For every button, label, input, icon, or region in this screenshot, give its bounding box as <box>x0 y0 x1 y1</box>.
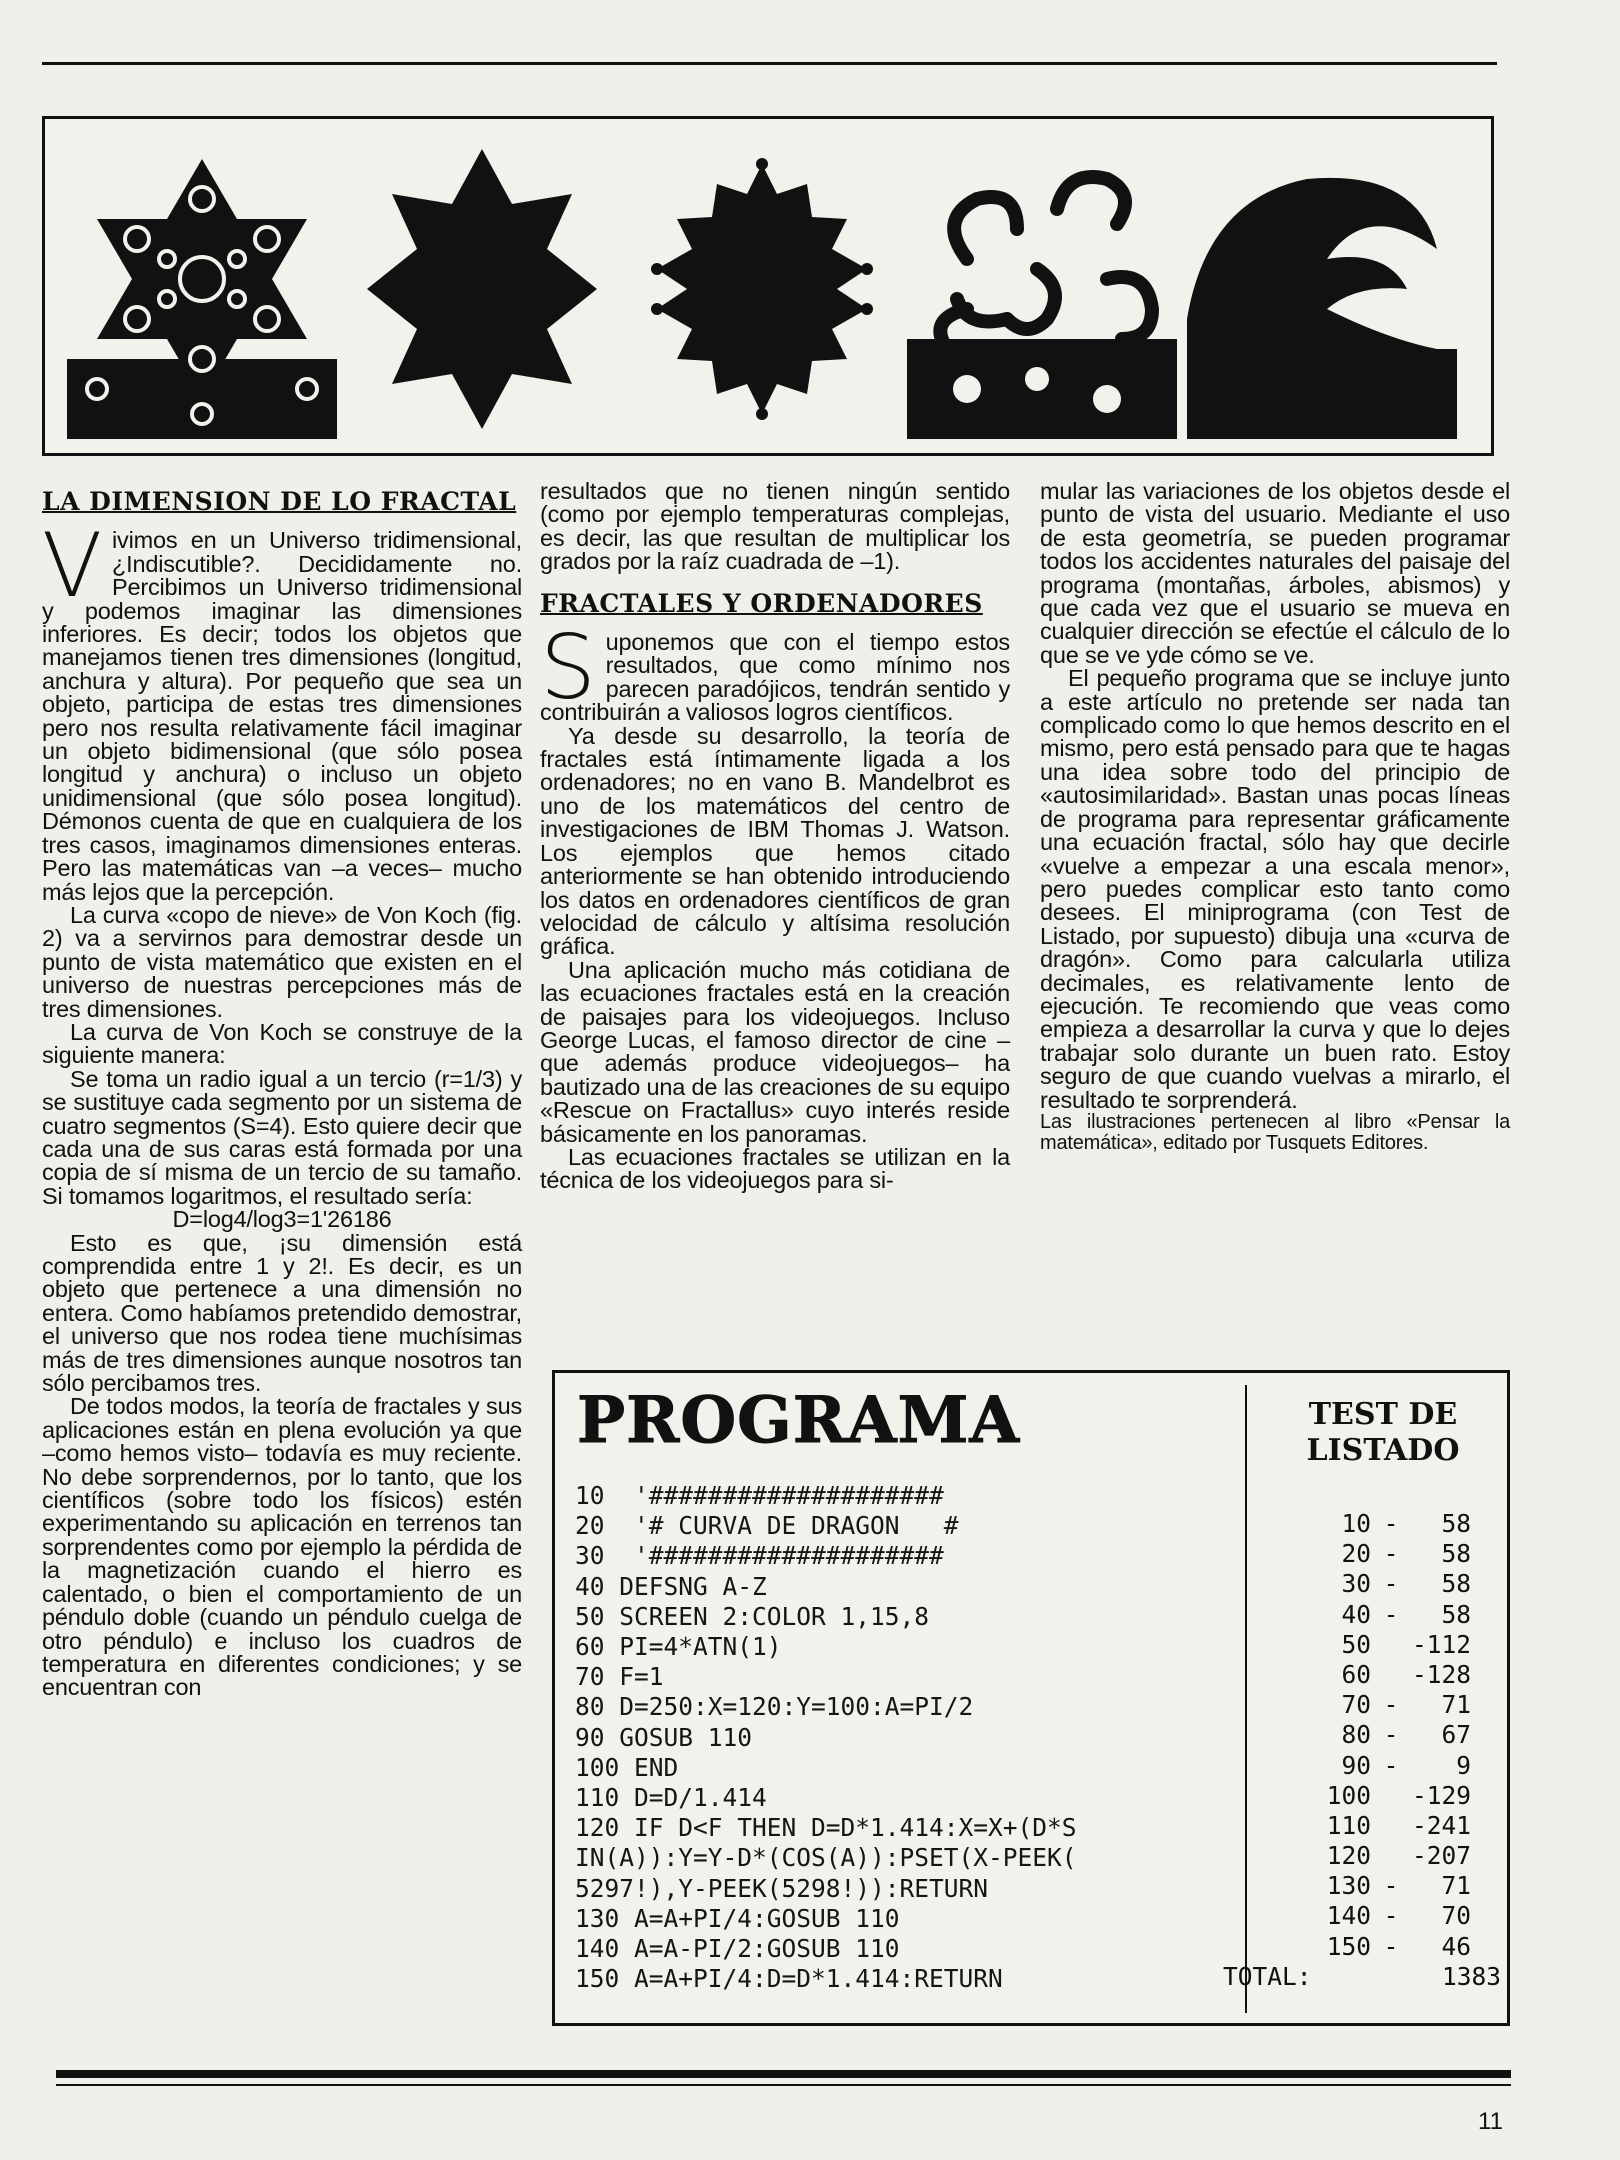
paragraph: Esto es que, ¡su dimensión está comprendida entre 1 y 2!. Es decir, es un objeto que pertenece a una dimensión no entera. Como habíamos pretendido demostrar, el universo que nos rodea tiene muchísimas más de tres dimensiones aunque nosotros tan sólo percibamos tres. <box>42 1229 522 1397</box>
code-line: 140 A=A-PI/2:GOSUB 110 <box>575 1934 900 1964</box>
code-line: 70 F=1 <box>575 1662 664 1692</box>
code-line: 10 '#################### <box>575 1481 944 1510</box>
test-dash: - <box>1383 1901 1399 1931</box>
code-line: 60 PI=4*ATN(1) <box>575 1632 782 1662</box>
test-dash <box>1371 1781 1411 1811</box>
figure-fractal-swirl-dragon <box>907 139 1177 439</box>
test-line-number: 10 <box>1341 1509 1371 1538</box>
paragraph <box>42 514 522 905</box>
dropcap: S <box>540 616 596 720</box>
paragraph: Se toma un radio igual a un tercio (r=1/3) y se sustituye cada segmento por un sistema de cuatro segmentos (S=4). Esto quiere decir que cada una de sus caras está formada por una copia de sí misma de un tercio de su tamaño. Si tomamos logaritmos, el resultado sería: <box>42 1065 522 1209</box>
test-row <box>1271 1751 1501 1781</box>
figure-koch-snowflake-filled <box>627 139 897 439</box>
paragraph: mular las variaciones de los objetos desde el punto de vista del usuario. Mediante el uso de esta geometría, se pueden programar todos los accidentes naturales del paisaje del programa (montañas, árboles, abismos) y que cada vez que el usuario se mueva en cualquier dirección se efectúe el cálculo de lo que se ve yde cómo se ve. <box>1040 478 1510 668</box>
program-title: PROGRAMA <box>577 1383 1021 1458</box>
column-1 <box>42 480 522 1700</box>
test-row <box>1271 1871 1501 1901</box>
test-line-number: 40 <box>1341 1599 1371 1629</box>
test-line-number: 80 <box>1341 1720 1371 1750</box>
test-dash <box>1371 1660 1411 1690</box>
test-line-number: 100 <box>1326 1780 1371 1810</box>
test-row <box>1271 1660 1501 1690</box>
figure-koch-snowflake-star <box>347 139 617 439</box>
column-2 <box>540 480 1010 1193</box>
test-line-number: 130 <box>1326 1871 1371 1901</box>
paragraph: Ya desde su desarrollo, la teoría de fractales está íntimamente ligada a los ordenadores; no en vano B. Mandelbrot es uno de los matemáticos del centro de investigaciones de IBM Thomas J. Watson. Los ejemplos que hemos citado anteriormente se han obtenido introduciendo los datos en ordenadores científicos de gran velocidad de cálculo y altísima resolución gráfica. <box>540 722 1010 960</box>
test-dash: - <box>1383 1871 1399 1901</box>
test-value: -128 <box>1411 1659 1471 1689</box>
test-line-number: 60 <box>1341 1659 1371 1689</box>
code-line: 5297!),Y-PEEK(5298!)):RETURN <box>575 1873 989 1903</box>
test-line-number: 50 <box>1341 1629 1371 1659</box>
paragraph: De todos modos, la teoría de fractales y sus aplicaciones están en plena evolución ya que –como hemos visto– todavía es muy reciente. No debe sorprendernos, por lo tanto, que los científicos (sobre todo los físicos) estén experimentando su aplicación en terrenos tan sorprendentes como por ejemplo la pérdida de la magnetización cuando el hierro es calentado, o bien el comportamiento de un péndulo doble (cuando un péndulo cuelga de otro péndulo) e incluso los cuadros de temperatura en diferentes condiciones; y se encuentran con <box>42 1393 522 1701</box>
test-value: -207 <box>1411 1841 1471 1871</box>
test-line-number: 30 <box>1341 1569 1371 1599</box>
test-dash: - <box>1383 1720 1399 1750</box>
test-value: -129 <box>1411 1780 1471 1810</box>
bottom-rule-thin <box>56 2084 1511 2086</box>
heading-dimension-fractal: LA DIMENSION DE LO FRACTAL <box>42 487 517 516</box>
test-dash: - <box>1383 1690 1399 1720</box>
test-row <box>1271 1841 1501 1871</box>
bottom-rule <box>56 2070 1511 2078</box>
test-dash: - <box>1383 1599 1399 1629</box>
test-row <box>1271 1901 1501 1931</box>
paragraph: Las ecuaciones fractales se utilizan en la técnica de los videojuegos para si- <box>540 1143 1010 1194</box>
paragraph <box>540 616 1010 726</box>
code-line: 90 GOSUB 110 <box>575 1722 753 1752</box>
code-line: 30 '#################### <box>575 1541 944 1571</box>
column-3 <box>1040 480 1510 1154</box>
paragraph: Una aplicación mucho más cotidiana de las ecuaciones fractales está en la creación de paisajes para los videojuegos. Incluso George Lucas, el famoso director de cine –que además produce videojuegos– ha bautizado una de las creaciones de su equipo «Rescue on Fractallus» cuyo interés reside básicamente en los panoramas. <box>540 956 1010 1147</box>
dropcap: V <box>42 514 102 618</box>
test-dash: - <box>1383 1539 1399 1569</box>
test-line-number: 150 <box>1326 1931 1371 1961</box>
test-value: 67 <box>1441 1720 1471 1750</box>
illustration-credit: Las ilustraciones pertenecen al libro «Pensar la matemática», editado por Tusquets Editores. <box>1040 1110 1510 1154</box>
figure-fractal-wave-curve <box>1187 139 1457 439</box>
test-value: 71 <box>1441 1690 1471 1720</box>
code-line: 40 DEFSNG A-Z <box>575 1571 767 1601</box>
test-row <box>1271 1932 1501 1962</box>
heading-fractales-ordenadores: FRACTALES Y ORDENADORES <box>540 588 983 618</box>
code-line: 120 IF D<F THEN D=D*1.414:X=X+(D*S <box>575 1813 1077 1843</box>
test-line-number: 90 <box>1341 1750 1371 1780</box>
test-total <box>1223 1962 1501 1992</box>
test-dash <box>1371 1630 1411 1660</box>
test-value: 58 <box>1441 1509 1471 1538</box>
test-value: 70 <box>1441 1901 1471 1931</box>
test-row <box>1271 1630 1501 1660</box>
figure-strip <box>42 116 1494 456</box>
test-value: -241 <box>1411 1810 1471 1840</box>
code-line: 50 SCREEN 2:COLOR 1,15,8 <box>575 1601 930 1631</box>
test-listing <box>1223 1509 1501 1992</box>
top-rule <box>42 62 1497 65</box>
test-row <box>1271 1720 1501 1750</box>
test-line-number: 140 <box>1326 1901 1371 1931</box>
test-row <box>1271 1781 1501 1811</box>
test-value: 71 <box>1441 1871 1471 1901</box>
code-line: IN(A)):Y=Y-D*(COS(A)):PSET(X-PEEK( <box>575 1843 1077 1873</box>
divider <box>1245 1385 1247 2013</box>
equation: D=log4/log3=1'26186 <box>172 1206 392 1233</box>
code-line: 130 A=A+PI/4:GOSUB 110 <box>575 1903 900 1933</box>
test-value: 58 <box>1441 1569 1471 1599</box>
paragraph-text: ivimos en un Universo tridimensional, ¿Indiscutible?. Decididamente no. Percibimos un Universo tridimensional y podemos imaginar las dimensiones inferiores. Es decir; todos los objetos que manejamos tienen tres dimensiones (longitud, anchura y altura). Por pequeño que sea un objeto, participa de estas tres dimensiones pero nos resulta relativamente fácil imaginar un objeto bidimensional (que sólo posea longitud y anchura) o incluso un objeto unidimensional (que sólo posea longitud). Démonos cuenta de que en cualquiera de los tres casos, imaginamos dimensiones enteras. Pero las matemáticas van –a veces– mucho más lejos que la percepción. <box>42 527 522 905</box>
test-dash: - <box>1383 1750 1399 1780</box>
test-row <box>1271 1600 1501 1630</box>
test-line-number: 70 <box>1341 1690 1371 1720</box>
test-dash <box>1371 1811 1411 1841</box>
program-box <box>552 1370 1510 2026</box>
test-row <box>1271 1811 1501 1841</box>
test-dash: - <box>1383 1569 1399 1599</box>
test-value: 46 <box>1441 1931 1471 1961</box>
test-value: -112 <box>1411 1629 1471 1659</box>
test-dash: - <box>1383 1931 1399 1961</box>
code-line: 20 '# CURVA DE DRAGON # <box>575 1511 959 1541</box>
test-line-number: 110 <box>1326 1810 1371 1840</box>
code-line: 150 A=A+PI/4:D=D*1.414:RETURN <box>575 1964 1003 1994</box>
paragraph: resultados que no tienen ningún sentido (como por ejemplo temperaturas complejas, es decir, las que resultan de multiplicar los grados por la raíz cuadrada de –1). <box>540 478 1010 575</box>
test-total-value: 1383 <box>1441 1961 1501 1991</box>
paragraph: La curva «copo de nieve» de Von Koch (fig. 2) va a servirnos para demostrar desde un punto de vista matemático que existen en el universo de nuestras percepciones más de tres dimensiones. <box>42 901 522 1022</box>
page-number: 11 <box>1478 2108 1503 2135</box>
test-row <box>1271 1539 1501 1569</box>
test-dash <box>1371 1841 1411 1871</box>
test-value: 58 <box>1441 1599 1471 1629</box>
test-total-label: TOTAL: <box>1223 1961 1312 1991</box>
code-line: 100 END <box>575 1752 679 1782</box>
test-row <box>1271 1569 1501 1599</box>
test-value: 58 <box>1441 1539 1471 1569</box>
test-row <box>1271 1690 1501 1720</box>
paragraph: El pequeño programa que se incluye junto a este artículo no pretende ser nada tan complicado como lo que hemos descrito en el mismo, pero está pensado para que te hagas una idea sobre todo del principio de «autosimilaridad». Bastan unas pocas líneas de programa para representar gráficamente una ecuación fractal, sólo hay que decirle «vuelve a empezar a una escala menor», pero puedes complicar esto tanto como desees. El miniprograma (con Test de Listado, por supuesto) dibuja una «curva de dragón». Como para calcularla utiliza decimales, es relativamente lento de ejecución. Te recomiendo que veas como empieza a desarrollar la curva y que lo dejes trabajar solo durante un buen rato. Estoy seguro de que cuando vuelvas a mirarlo, el resultado te sorprenderá. <box>1040 665 1510 1113</box>
test-title <box>1283 1397 1483 1469</box>
paragraph: La curva de Von Koch se construye de la siguiente manera: <box>42 1018 522 1069</box>
test-line-number: 20 <box>1341 1539 1371 1569</box>
test-title-line2: LISTADO <box>1306 1433 1460 1468</box>
test-title-line1: TEST DE <box>1308 1397 1458 1432</box>
code-listing <box>575 1481 1235 1994</box>
code-line: 110 D=D/1.414 <box>575 1783 767 1813</box>
paragraph-text: uponemos que con el tiempo estos resultados, que como mínimo nos parecen paradójicos, tendrán sentido y contribuirán a valiosos logros científicos. <box>540 629 1010 726</box>
test-line-number: 120 <box>1326 1841 1371 1871</box>
test-row <box>1271 1509 1501 1539</box>
code-line: 80 D=250:X=120:Y=100:A=PI/2 <box>575 1692 974 1722</box>
test-dash: - <box>1383 1509 1399 1538</box>
test-value: 9 <box>1456 1750 1471 1780</box>
figure-fractal-flower-snowflake <box>67 139 337 439</box>
